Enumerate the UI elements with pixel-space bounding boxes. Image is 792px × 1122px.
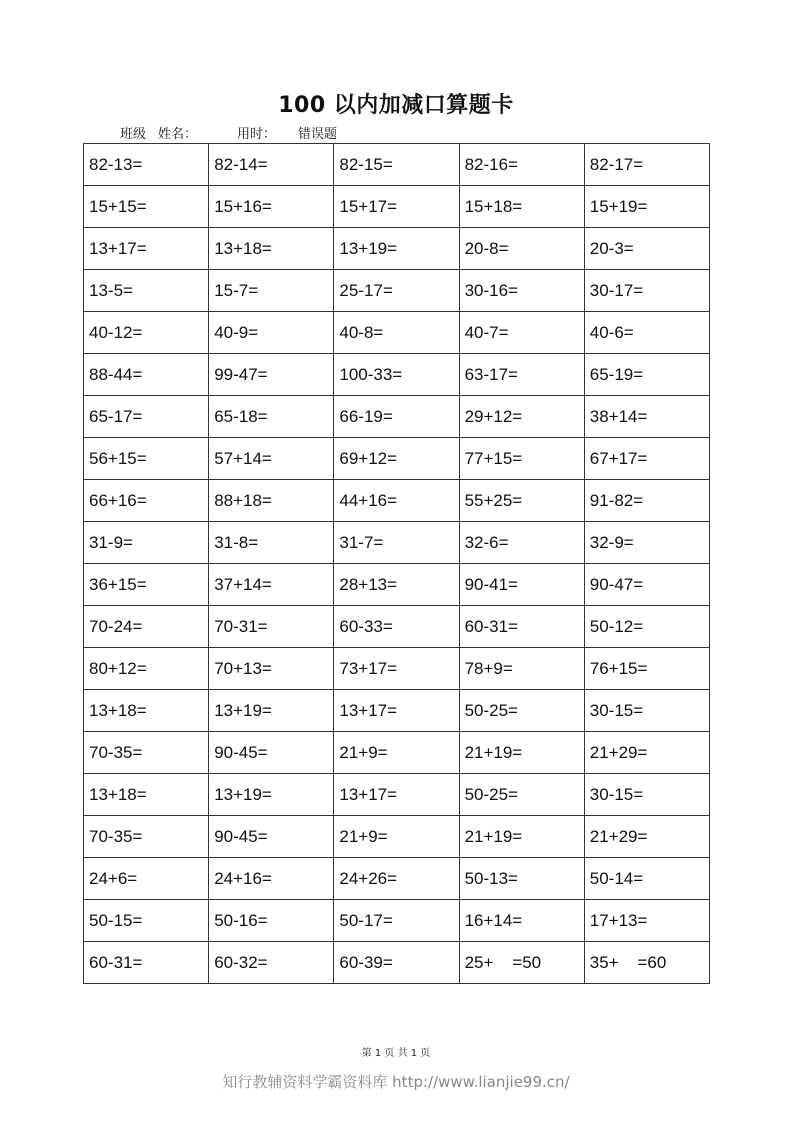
problem-cell: 65-18= [209, 396, 334, 438]
problem-cell: 73+17= [334, 648, 459, 690]
problem-cell: 70-35= [84, 732, 209, 774]
problem-row [84, 312, 710, 354]
problem-row [84, 228, 710, 270]
problem-cell: 91-82= [584, 480, 709, 522]
problem-cell: 77+15= [459, 438, 584, 480]
problem-cell: 44+16= [334, 480, 459, 522]
problem-cell: 13+18= [84, 690, 209, 732]
problem-cell: 90-47= [584, 564, 709, 606]
problem-row [84, 480, 710, 522]
problem-cell: 36+15= [84, 564, 209, 606]
problem-cell: 66-19= [334, 396, 459, 438]
problem-cell: 30-15= [584, 774, 709, 816]
problem-cell: 31-9= [84, 522, 209, 564]
problem-cell: 13+19= [209, 690, 334, 732]
problem-cell: 60-31= [84, 942, 209, 984]
problem-cell: 13+18= [84, 774, 209, 816]
problem-cell: 50-15= [84, 900, 209, 942]
problem-cell: 40-9= [209, 312, 334, 354]
errors-label: 错误题 [298, 127, 338, 142]
problem-cell: 37+14= [209, 564, 334, 606]
problem-cell: 69+12= [334, 438, 459, 480]
problem-row [84, 606, 710, 648]
problem-row [84, 774, 710, 816]
problem-cell: 56+15= [84, 438, 209, 480]
problem-cell: 50-25= [459, 690, 584, 732]
watermark-text: 知行教辅资料学霸资料库 http://www.lianjie99.cn/ [222, 1073, 570, 1091]
student-info-line [120, 123, 337, 142]
problem-cell: 60-39= [334, 942, 459, 984]
problem-cell: 82-15= [334, 144, 459, 186]
time-label: 用时： [237, 127, 277, 142]
problem-cell: 24+16= [209, 858, 334, 900]
problem-cell: 31-7= [334, 522, 459, 564]
problem-cell: 21+29= [584, 816, 709, 858]
problem-cell: 90-41= [459, 564, 584, 606]
problem-cell: 32-9= [584, 522, 709, 564]
problem-cell: 40-6= [584, 312, 709, 354]
problem-cell: 55+25= [459, 480, 584, 522]
problem-row [84, 396, 710, 438]
name-label: 姓名： [158, 127, 198, 142]
problem-cell: 50-25= [459, 774, 584, 816]
problem-cell: 70-24= [84, 606, 209, 648]
problem-cell: 13+17= [334, 774, 459, 816]
problem-cell: 16+14= [459, 900, 584, 942]
problem-cell: 15+17= [334, 186, 459, 228]
problem-cell: 21+9= [334, 732, 459, 774]
problem-cell: 100-33= [334, 354, 459, 396]
problem-cell: 21+29= [584, 732, 709, 774]
problem-cell: 20-8= [459, 228, 584, 270]
problem-cell: 50-17= [334, 900, 459, 942]
problem-cell: 40-7= [459, 312, 584, 354]
class-label: 班级 [120, 127, 147, 142]
problem-cell: 57+14= [209, 438, 334, 480]
problem-row [84, 186, 710, 228]
problem-cell: 50-16= [209, 900, 334, 942]
problem-cell: 82-16= [459, 144, 584, 186]
problem-cell: 13+17= [334, 690, 459, 732]
problem-cell: 35+ =60 [584, 942, 709, 984]
page-title: 100 以内加减口算题卡 [278, 93, 514, 118]
page-number: 第 1 页 共 1 页 [361, 1048, 431, 1059]
problem-cell: 28+13= [334, 564, 459, 606]
problem-cell: 60-32= [209, 942, 334, 984]
problem-cell: 60-33= [334, 606, 459, 648]
problem-row [84, 522, 710, 564]
problem-cell: 70-31= [209, 606, 334, 648]
problem-cell: 88+18= [209, 480, 334, 522]
problem-row [84, 438, 710, 480]
problem-row [84, 354, 710, 396]
problem-cell: 30-17= [584, 270, 709, 312]
problem-cell: 82-14= [209, 144, 334, 186]
problem-cell: 24+6= [84, 858, 209, 900]
problem-cell: 40-8= [334, 312, 459, 354]
problem-cell: 90-45= [209, 732, 334, 774]
problem-cell: 82-13= [84, 144, 209, 186]
problem-cell: 30-16= [459, 270, 584, 312]
problem-cell: 13+19= [334, 228, 459, 270]
problem-cell: 63-17= [459, 354, 584, 396]
problem-cell: 21+9= [334, 816, 459, 858]
problem-cell: 70+13= [209, 648, 334, 690]
problem-cell: 76+15= [584, 648, 709, 690]
problem-cell: 24+26= [334, 858, 459, 900]
problem-cell: 21+19= [459, 732, 584, 774]
problem-grid-body [84, 144, 710, 984]
problem-row [84, 900, 710, 942]
problem-cell: 40-12= [84, 312, 209, 354]
problem-cell: 32-6= [459, 522, 584, 564]
problem-cell: 13+19= [209, 774, 334, 816]
problem-cell: 15+18= [459, 186, 584, 228]
problem-cell: 50-14= [584, 858, 709, 900]
problem-cell: 21+19= [459, 816, 584, 858]
problem-cell: 13+17= [84, 228, 209, 270]
problem-row [84, 942, 710, 984]
problem-row [84, 144, 710, 186]
problem-cell: 90-45= [209, 816, 334, 858]
problem-grid [83, 143, 710, 984]
problem-cell: 13-5= [84, 270, 209, 312]
problem-cell: 15+16= [209, 186, 334, 228]
problem-cell: 88-44= [84, 354, 209, 396]
problem-row [84, 270, 710, 312]
problem-cell: 31-8= [209, 522, 334, 564]
problem-cell: 99-47= [209, 354, 334, 396]
problem-cell: 29+12= [459, 396, 584, 438]
problem-row [84, 816, 710, 858]
problem-cell: 15+15= [84, 186, 209, 228]
problem-cell: 82-17= [584, 144, 709, 186]
problem-row [84, 732, 710, 774]
problem-cell: 67+17= [584, 438, 709, 480]
problem-cell: 17+13= [584, 900, 709, 942]
problem-cell: 80+12= [84, 648, 209, 690]
problem-cell: 78+9= [459, 648, 584, 690]
problem-cell: 13+18= [209, 228, 334, 270]
problem-cell: 65-19= [584, 354, 709, 396]
problem-cell: 20-3= [584, 228, 709, 270]
problem-row [84, 564, 710, 606]
problem-cell: 25-17= [334, 270, 459, 312]
problem-cell: 15-7= [209, 270, 334, 312]
problem-cell: 25+ =50 [459, 942, 584, 984]
problem-cell: 30-15= [584, 690, 709, 732]
problem-cell: 38+14= [584, 396, 709, 438]
problem-cell: 50-12= [584, 606, 709, 648]
problem-cell: 65-17= [84, 396, 209, 438]
problem-row [84, 648, 710, 690]
problem-row [84, 858, 710, 900]
problem-cell: 70-35= [84, 816, 209, 858]
problem-cell: 15+19= [584, 186, 709, 228]
problem-cell: 50-13= [459, 858, 584, 900]
problem-cell: 60-31= [459, 606, 584, 648]
problem-row [84, 690, 710, 732]
problem-cell: 66+16= [84, 480, 209, 522]
